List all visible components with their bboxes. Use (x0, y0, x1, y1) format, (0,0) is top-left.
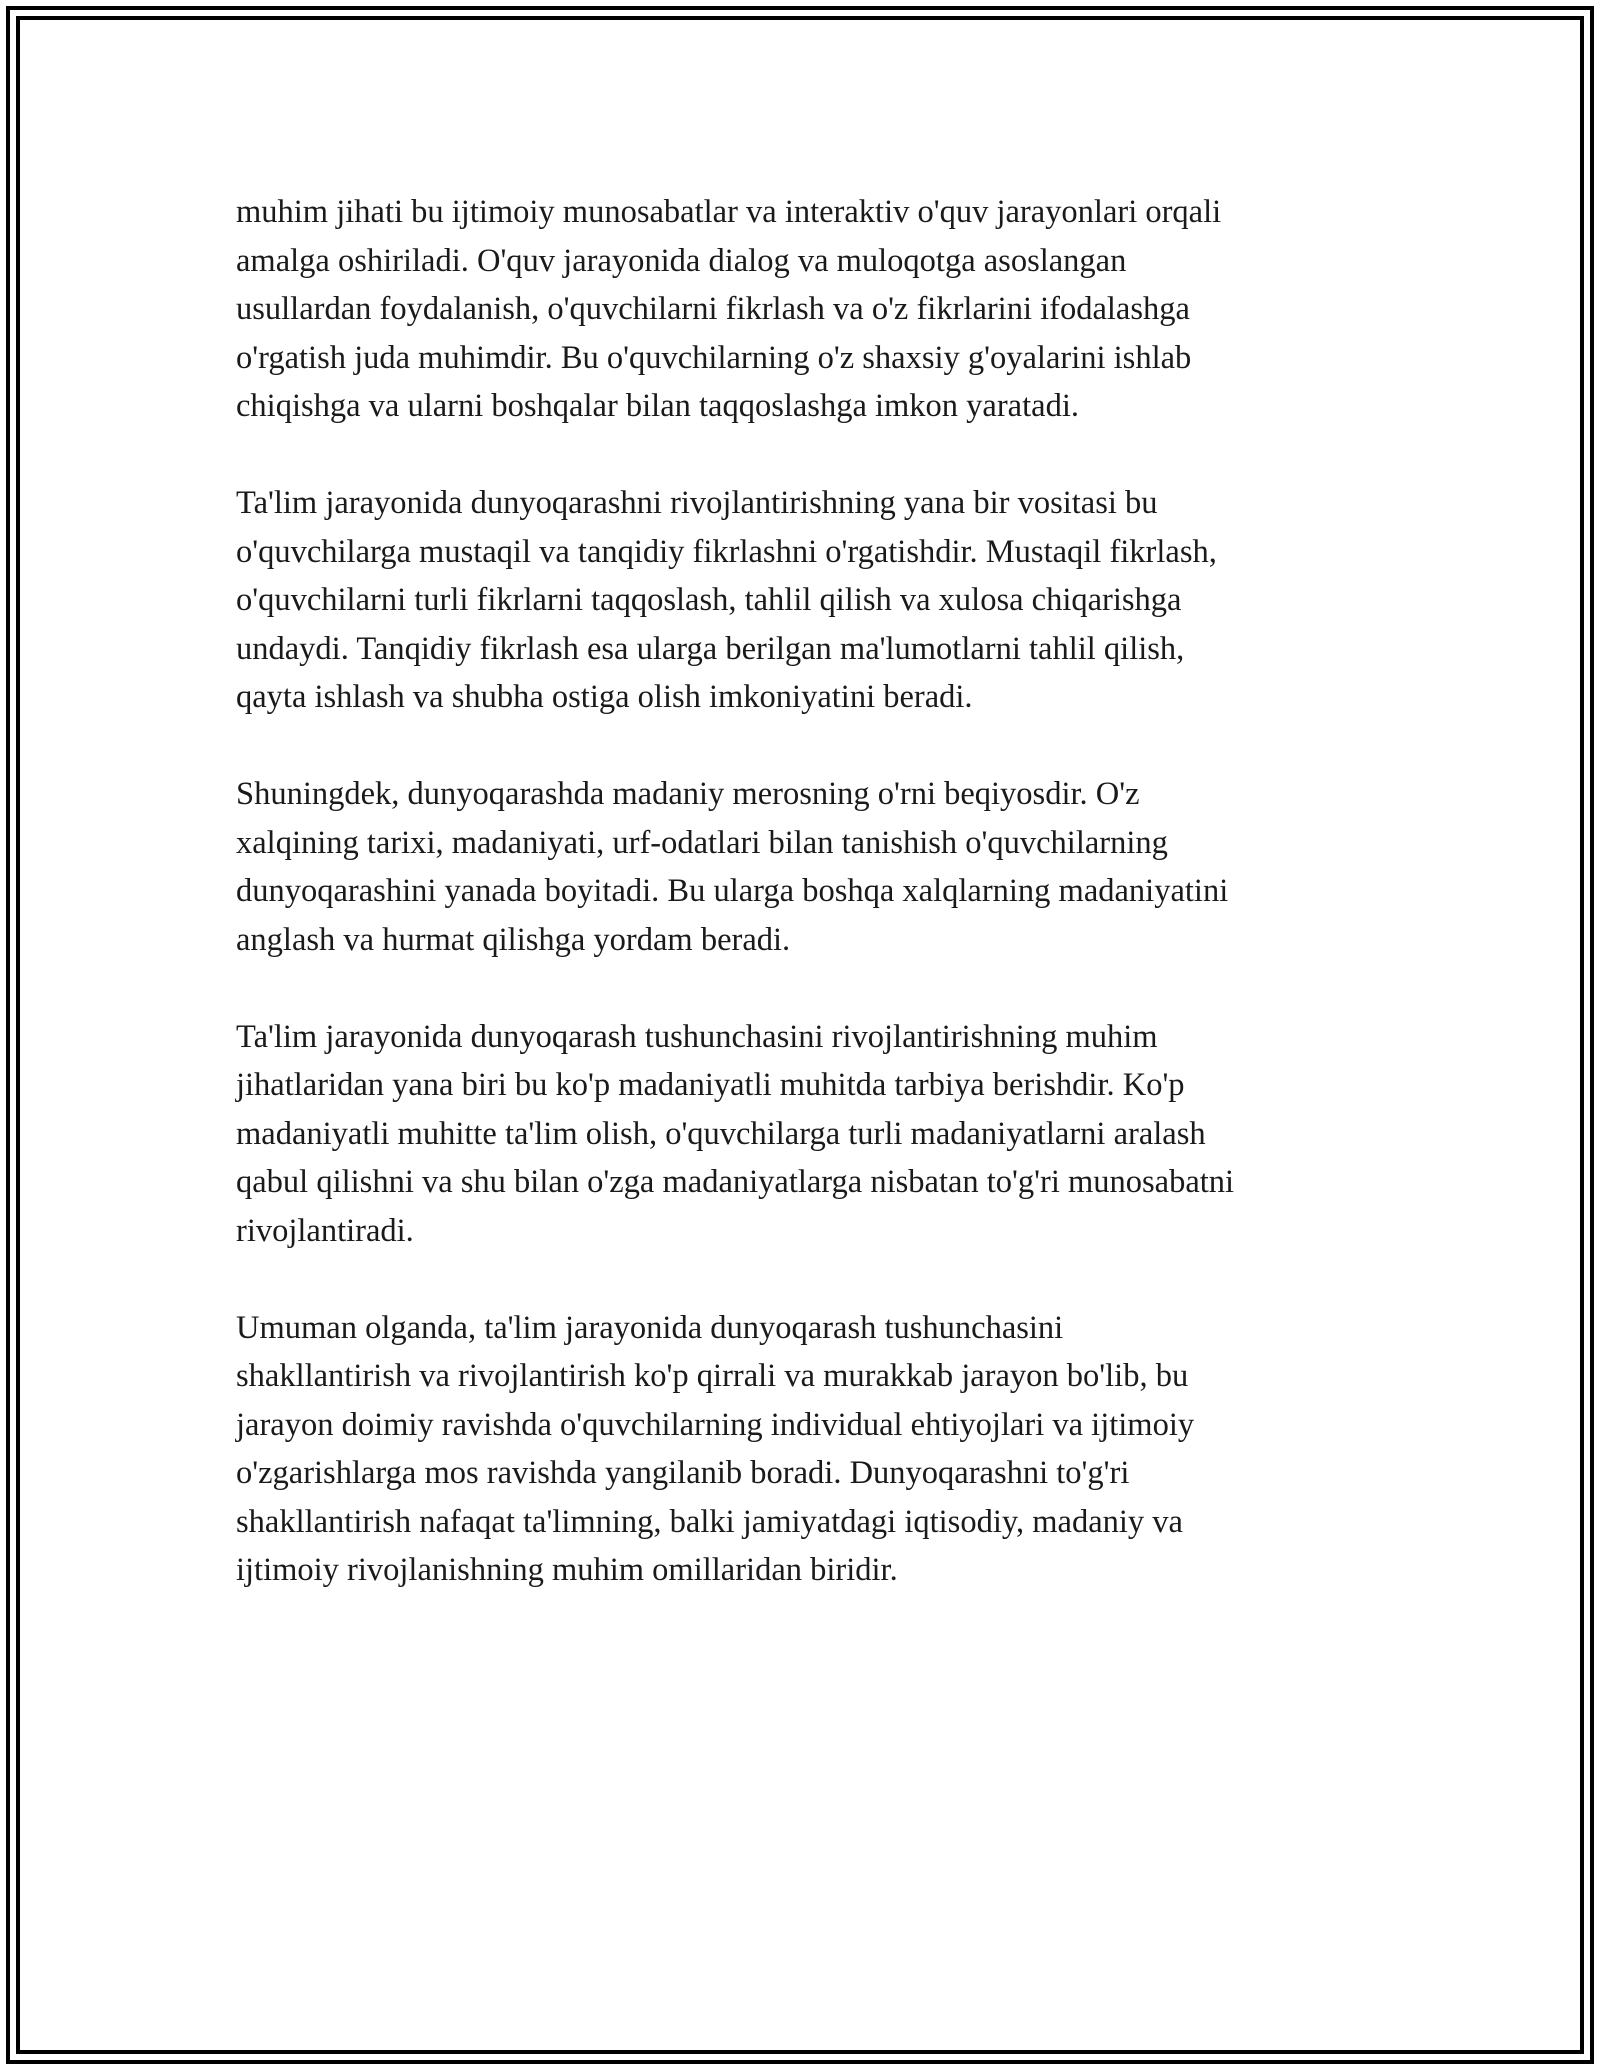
text-line: usullardan foydalanish, o'quvchilarni fikrlash va o'z fikrlarini ifodalashga (236, 291, 1190, 327)
text-line: shakllantirish va rivojlantirish ko'p qirrali va murakkab jarayon bo'lib, bu (236, 1358, 1189, 1394)
text-line: jarayon doimiy ravishda o'quvchilarning individual ehtiyojlari va ijtimoiy (236, 1406, 1195, 1443)
text-line: o'quvchilarni turli fikrlarni taqqoslash, tahlil qilish va xulosa chiqarishga (236, 582, 1182, 618)
paragraph (236, 479, 1386, 722)
text-line: xalqining tarixi, madaniyati, urf-odatlari bilan tanishish o'quvchilarning (236, 824, 1168, 861)
text-line: o'rgatish juda muhimdir. Bu o'quvchilarning o'z shaxsiy g'oyalarini ishlab (236, 339, 1192, 376)
paragraph (236, 1304, 1386, 1595)
paragraph (236, 1013, 1386, 1256)
text-line: qayta ishlash va shubha ostiga olish imkoniyatini beradi. (236, 679, 973, 715)
text-line: madaniyatli muhitte ta'lim olish, o'quvchilarga turli madaniyatlarni aralash (236, 1115, 1206, 1152)
text-line: muhim jihati bu ijtimoiy munosabatlar va interaktiv o'quv jarayonlari orqali (236, 194, 1222, 230)
text-line: rivojlantiradi. (236, 1212, 414, 1249)
text-line: Shuningdek, dunyoqarashda madaniy merosning o'rni beqiyosdir. O'z (236, 776, 1140, 812)
text-line: Ta'lim jarayonida dunyoqarash tushunchasini rivojlantirishning muhim (236, 1018, 1158, 1055)
text-line: dunyoqarashini yanada boyitadi. Bu ularga boshqa xalqlarning madaniyatini (236, 873, 1229, 909)
text-line: shakllantirish nafaqat ta'limning, balki jamiyatdagi iqtisodiy, madaniy va (236, 1503, 1183, 1540)
paragraph (236, 770, 1386, 964)
text-line: o'quvchilarga mustaqil va tanqidiy fikrlashni o'rgatishdir. Mustaqil fikrlash, (236, 533, 1217, 570)
text-line: Umuman olganda, ta'lim jarayonida dunyoqarash tushunchasini (236, 1309, 1064, 1346)
text-line: qabul qilishni va shu bilan o'zga madaniyatlarga nisbatan to'g'ri munosabatni (236, 1164, 1235, 1200)
text-line: chiqishga va ularni boshqalar bilan taqqoslashga imkon yaratadi. (236, 388, 1079, 424)
text-line: Ta'lim jarayonida dunyoqarashni rivojlantirishning yana bir vositasi bu (236, 485, 1158, 521)
text-line: o'zgarishlarga mos ravishda yangilanib boradi. Dunyoqarashni to'g'ri (236, 1455, 1130, 1491)
text-line: anglash va hurmat qilishga yordam beradi. (236, 921, 791, 958)
text-line: jihatlaridan yana biri bu ko'p madaniyatli muhitda tarbiya berishdir. Ko'p (236, 1067, 1185, 1103)
text-line: amalga oshiriladi. O'quv jarayonida dialog va muloqotga asoslangan (236, 242, 1127, 279)
text-line: ijtimoiy rivojlanishning muhim omillaridan biridir. (236, 1552, 898, 1588)
paragraph (236, 188, 1386, 431)
text-line: undaydi. Tanqidiy fikrlash esa ularga berilgan ma'lumotlarni tahlil qilish, (236, 630, 1185, 667)
document-body (236, 188, 1386, 1643)
